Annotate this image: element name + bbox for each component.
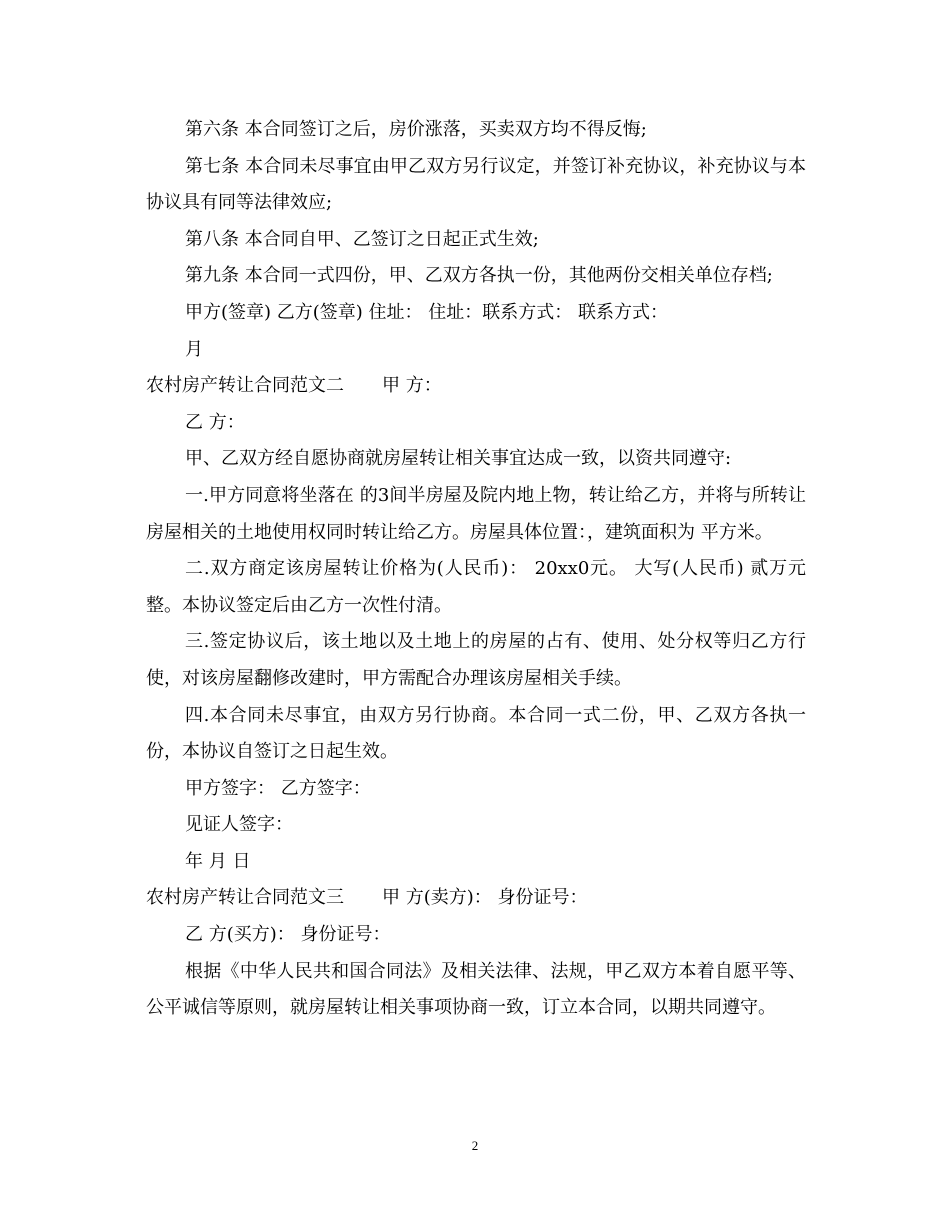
article-1: 一.甲方同意将坐落在 的3间半房屋及院内地上物，转让给乙方，并将与所转让房屋相关的土地使用权同时转让给乙方。房屋具体位置：，建筑面积为 平方米。 [146,484,806,543]
witness-signature: 见证人签字： [185,814,293,836]
section-three-title: 农村房产转让合同范文三 [146,887,344,909]
party-b-label: 乙 方： [185,411,245,433]
date-fragment: 月 [185,338,203,360]
section-three-heading-line [146,880,806,917]
agreement-intro: 甲、乙双方经自愿协商就房屋转让相关事宜达成一致，以资共同遵守: [185,448,732,470]
article-4: 四.本合同未尽事宜，由双方另行协商。本合同一式二份，甲、乙双方各执一份，本协议自签订之日起生效。 [146,704,806,763]
clause-7: 第七条 本合同未尽事宜由甲乙双方另行议定，并签订补充协议，补充协议与本协议具有同等法律效应; [146,155,806,214]
page-number: 2 [471,1138,479,1153]
date-line: 年 月 日 [185,850,251,872]
contract-preamble: 根据《中华人民共和国合同法》及相关法律、法规，甲乙双方本着自愿平等、公平诚信等原则，就房屋转让相关事项协商一致，订立本合同，以期共同遵守。 [146,960,806,1019]
signature-line: 甲方(签章) 乙方(签章) 住址： 住址：联系方式： 联系方式： [185,301,668,323]
article-2: 二.双方商定该房屋转让价格为(人民币)： 20xx0元。 大写(人民币) 贰万元整。本协议签定后由乙方一次性付清。 [146,558,806,616]
party-a-label: 甲 方： [382,375,442,397]
document-body [146,112,806,1027]
section-two-title: 农村房产转让合同范文二 [146,375,344,397]
article-3: 三.签定协议后，该土地以及土地上的房屋的占有、使用、处分权等归乙方行使，对该房屋翻修改建时，甲方需配合办理该房屋相关手续。 [146,631,806,689]
clause-9: 第九条 本合同一式四份，甲、乙双方各执一份，其他两份交相关单位存档; [185,265,773,287]
signatures: 甲方签字： 乙方签字： [185,777,371,799]
clause-6: 第六条 本合同签订之后，房价涨落，买卖双方均不得反悔; [185,119,647,140]
clause-8: 第八条 本合同自甲、乙签订之日起正式生效; [185,228,539,250]
seller-label: 甲 方(卖方)： 身份证号： [382,887,588,909]
buyer-label: 乙 方(买方)： 身份证号： [185,924,391,946]
section-two-heading-line [146,368,806,405]
